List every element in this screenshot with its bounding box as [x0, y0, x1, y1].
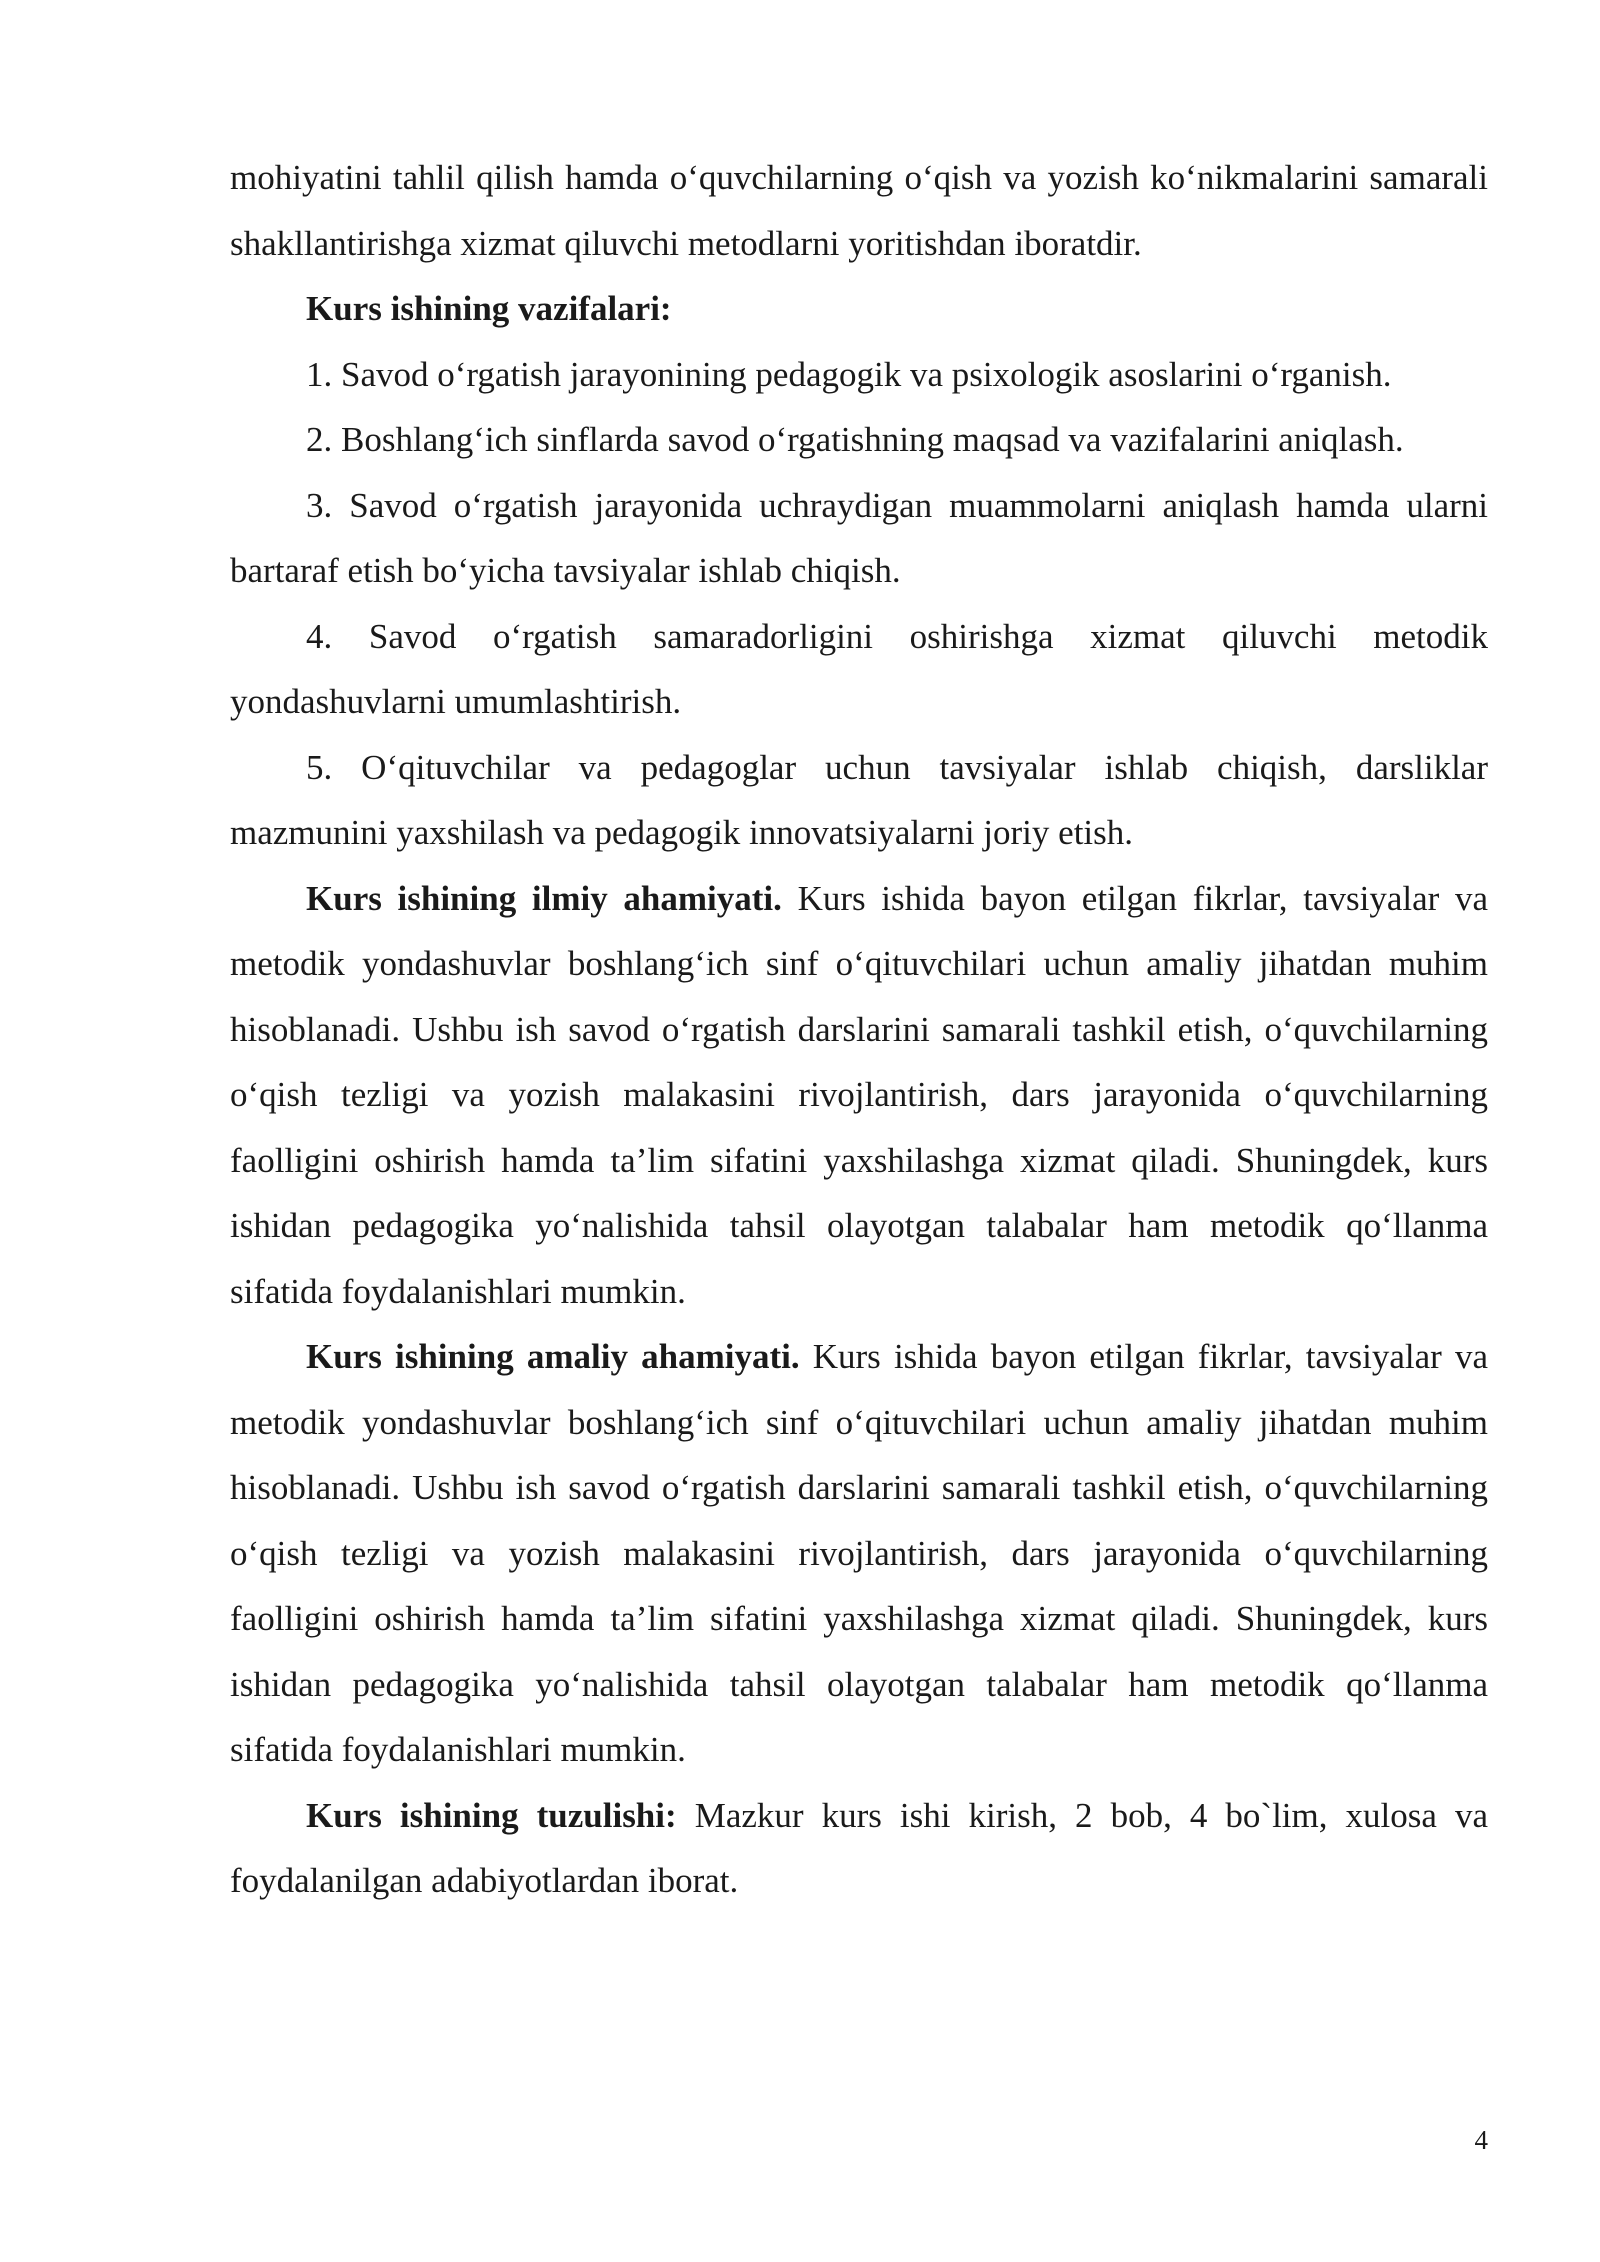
section-heading-tasks [230, 276, 1488, 342]
list-item-1 [230, 342, 1488, 408]
page-number: 4 [1474, 2125, 1488, 2155]
paragraph-text: 5. O‘qituvchilar va pedagoglar uchun tavsiyalar ishlab chiqish, darsliklar mazmunini yaxshilash va pedagogik innovatsiyalarni joriy etish. [230, 747, 1488, 852]
paragraph-heading: Kurs ishining ilmiy ahamiyati. [306, 878, 782, 918]
paragraph-heading: Kurs ishining amaliy ahamiyati. [306, 1337, 800, 1376]
list-item-5 [230, 735, 1488, 866]
paragraph-text: 4. Savod o‘rgatish samaradorligini oshirishga xizmat qiluvchi metodik yondashuvlarni umumlashtirish. [230, 616, 1488, 721]
paragraph-text: Kurs ishida bayon etilgan fikrlar, tavsiyalar va metodik yondashuvlar boshlang‘ich sinf o‘qituvchilari uchun amaliy jihatdan muhim hisoblanadi. Ushbu ish savod o‘rgatish darslarini samarali tashkil etish, o‘quvchilarning o‘qish tezligi va yozish malakasini rivojlantirish, dars jarayonida o‘quvchilarning faolligini oshirish hamda ta’lim sifatini yaxshilashga xizmat qiladi. Shuningdek, kurs ishidan pedagogika yo‘nalishida tahsil olayotgan talabalar ham metodik qo‘llanma sifatida foydalanishlari mumkin. [230, 1337, 1488, 1769]
paragraph-text: 3. Savod o‘rgatish jarayonida uchraydigan muammolarni aniqlash hamda ularni bartaraf etish bo‘yicha tavsiyalar ishlab chiqish. [230, 485, 1488, 590]
paragraph-heading: Kurs ishining vazifalari: [306, 289, 672, 328]
document-body [230, 145, 1488, 1914]
paragraph-text: Kurs ishida bayon etilgan fikrlar, tavsiyalar va metodik yondashuvlar boshlang‘ich sinf o‘qituvchilari uchun amaliy jihatdan muhim hisoblanadi. Ushbu ish savod o‘rgatish darslarini samarali tashkil etish, o‘quvchilarning o‘qish tezligi va yozish malakasini rivojlantirish, dars jarayonida o‘quvchilarning faolligini oshirish hamda ta’lim sifatini yaxshilashga xizmat qiladi. Shuningdek, kurs ishidan pedagogika yo‘nalishida tahsil olayotgan talabalar ham metodik qo‘llanma sifatida foydalanishlari mumkin. [230, 878, 1488, 1311]
list-item-2 [230, 407, 1488, 473]
list-item-3 [230, 473, 1488, 604]
paragraph-text: Mazkur kurs ishi kirish, 2 bob, 4 bo`lim, xulosa va foydalanilgan adabiyotlardan iborat. [230, 1795, 1488, 1900]
paragraph-text: mohiyatini tahlil qilish hamda o‘quvchilarning o‘qish va yozish ko‘nikmalarini samarali shakllantirishga xizmat qiluvchi metodlarni yoritishdan iboratdir. [230, 158, 1488, 263]
paragraph-heading: Kurs ishining tuzulishi: [306, 1795, 677, 1835]
paragraph-text: 2. Boshlang‘ich sinflarda savod o‘rgatishning maqsad va vazifalarini aniqlash. [306, 420, 1404, 459]
paragraph-continuation [230, 145, 1488, 276]
paragraph-scientific-significance [230, 866, 1488, 1325]
paragraph-text: 1. Savod o‘rgatish jarayonining pedagogik va psixologik asoslarini o‘rganish. [306, 354, 1392, 394]
paragraph-structure [230, 1783, 1488, 1914]
paragraph-practical-significance [230, 1324, 1488, 1783]
list-item-4 [230, 604, 1488, 735]
